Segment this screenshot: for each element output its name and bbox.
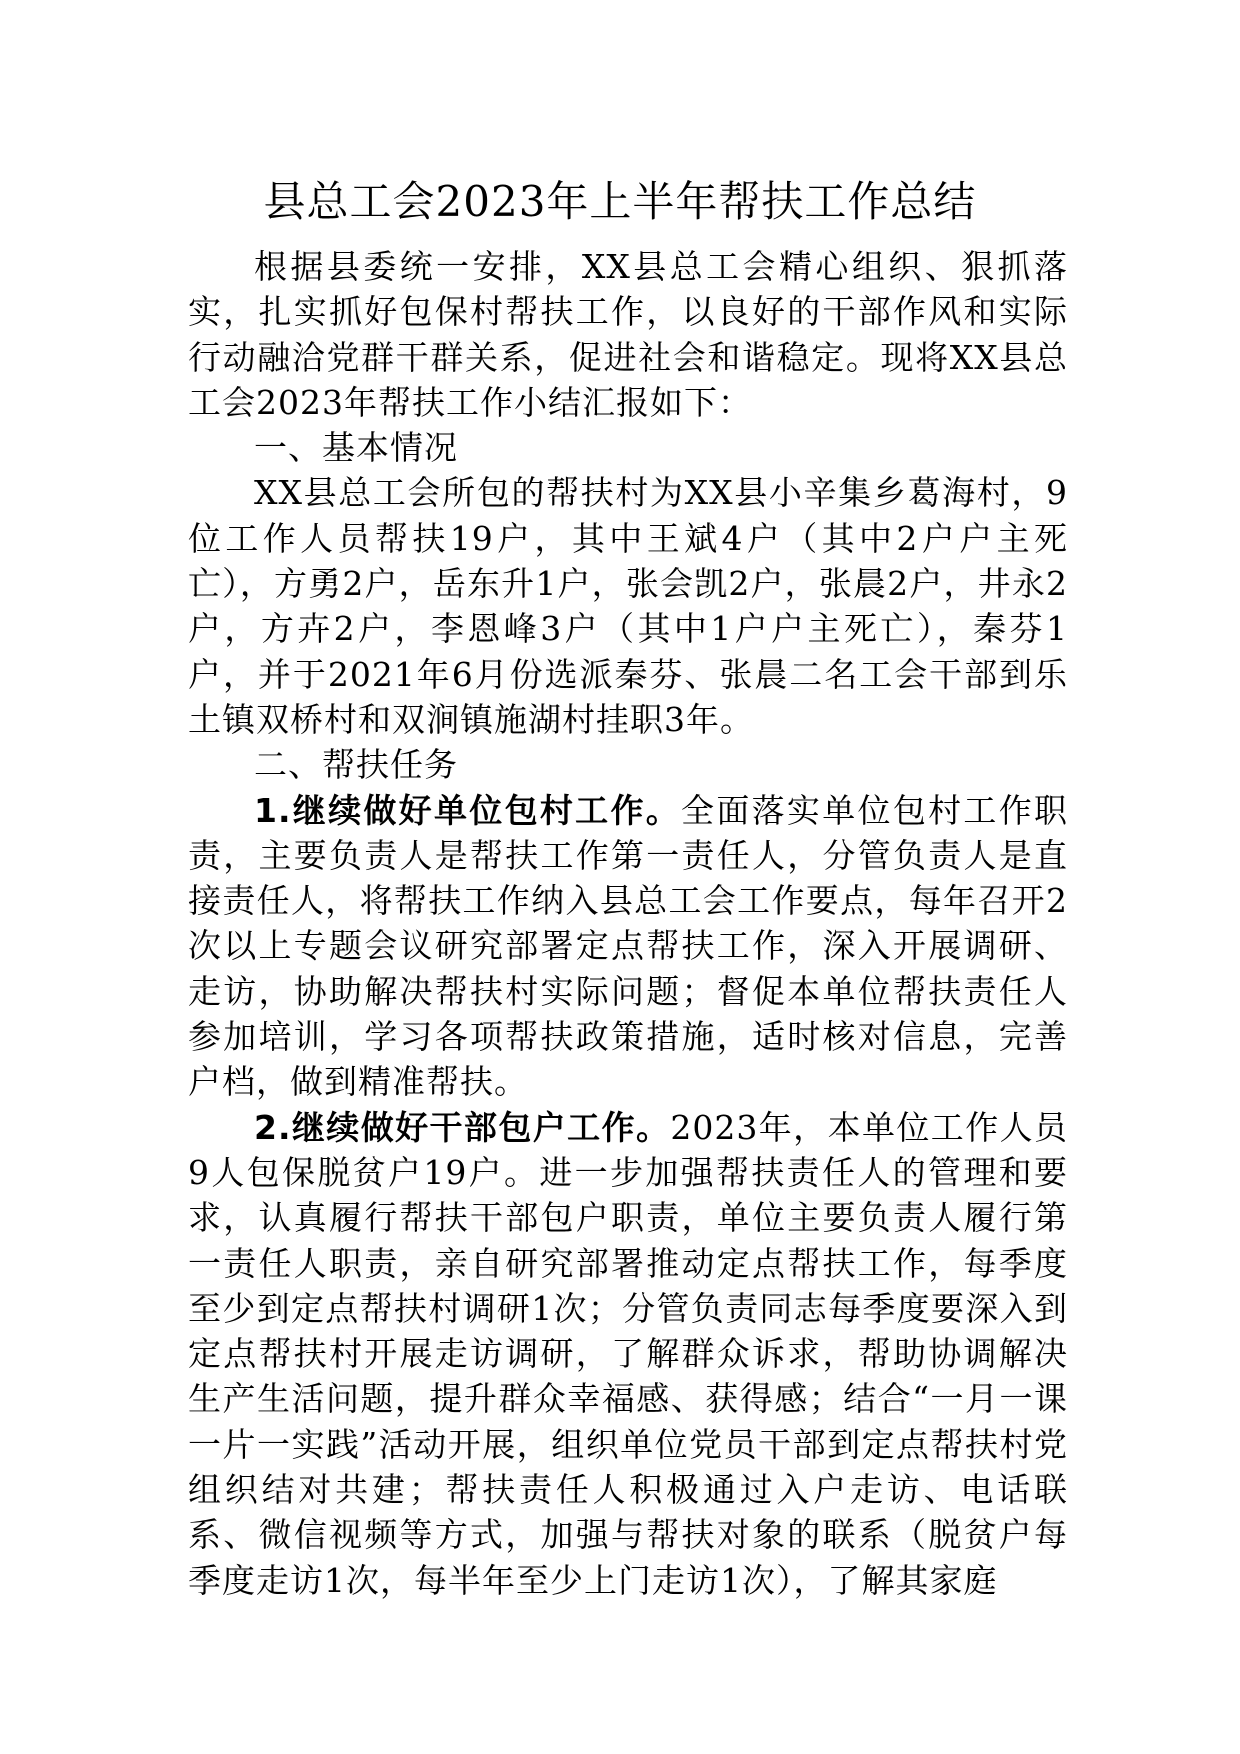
task-1-text: 全面落实单位包村工作职责，主要负责人是帮扶工作第一责任人，分管负责人是直接责任人，将帮扶工作纳入县总工会工作要点，每年召开2次以上专题会议研究部署定点帮扶工作，深入开展调研、走访，协助解决帮扶村实际问题；督促本单位帮扶责任人参加培训，学习各项帮扶政策措施，适时核对信息，完善户档，做到精准帮扶。 [188, 790, 1069, 1102]
section-heading-tasks: 二、帮扶任务 [254, 745, 458, 785]
task-1-lead: 1.继续做好单位包村工作。 [254, 790, 682, 830]
document-body [188, 244, 1068, 1603]
task-1-paragraph [188, 788, 1068, 1105]
task-2-lead: 2.继续做好干部包户工作。 [254, 1107, 671, 1147]
basic-situation-paragraph: XX县总工会所包的帮扶村为XX县小辛集乡葛海村，9位工作人员帮扶19户，其中王斌4户（其中2户户主死亡），方勇2户，岳东升1户，张会凯2户，张晨2户，井永2户，方卉2户，李恩峰3户（其中1户户主死亡），秦芬1户，并于2021年6月份选派秦芬、张晨二名工会干部到乐土镇双桥村和双涧镇施湖村挂职3年。 [188, 473, 1068, 739]
task-2-paragraph [188, 1105, 1068, 1603]
document-title: 县总工会2023年上半年帮扶工作总结 [263, 177, 977, 226]
task-2-text: 2023年，本单位工作人员9人包保脱贫户19户。进一步加强帮扶责任人的管理和要求，认真履行帮扶干部包户职责，单位主要负责人履行第一责任人职责，亲自研究部署推动定点帮扶工作，每季度至少到定点帮扶村调研1次；分管负责同志每季度要深入到定点帮扶村开展走访调研，了解群众诉求，帮助协调解决生产生活问题，提升群众幸福感、获得感；结合“一月一课一片一实践”活动开展，组织单位党员干部到定点帮扶村党组织结对共建；帮扶责任人积极通过入户走访、电话联系、微信视频等方式，加强与帮扶对象的联系（脱贫户每季度走访1次，每半年至少上门走访1次），了解其家庭 [188, 1107, 1069, 1600]
intro-paragraph: 根据县委统一安排，XX县总工会精心组织、狠抓落实，扎实抓好包保村帮扶工作，以良好的干部作风和实际行动融洽党群干群关系，促进社会和谐稳定。现将XX县总工会2023年帮扶工作小结汇报如下： [188, 247, 1068, 422]
section-heading-basic: 一、基本情况 [254, 428, 458, 468]
